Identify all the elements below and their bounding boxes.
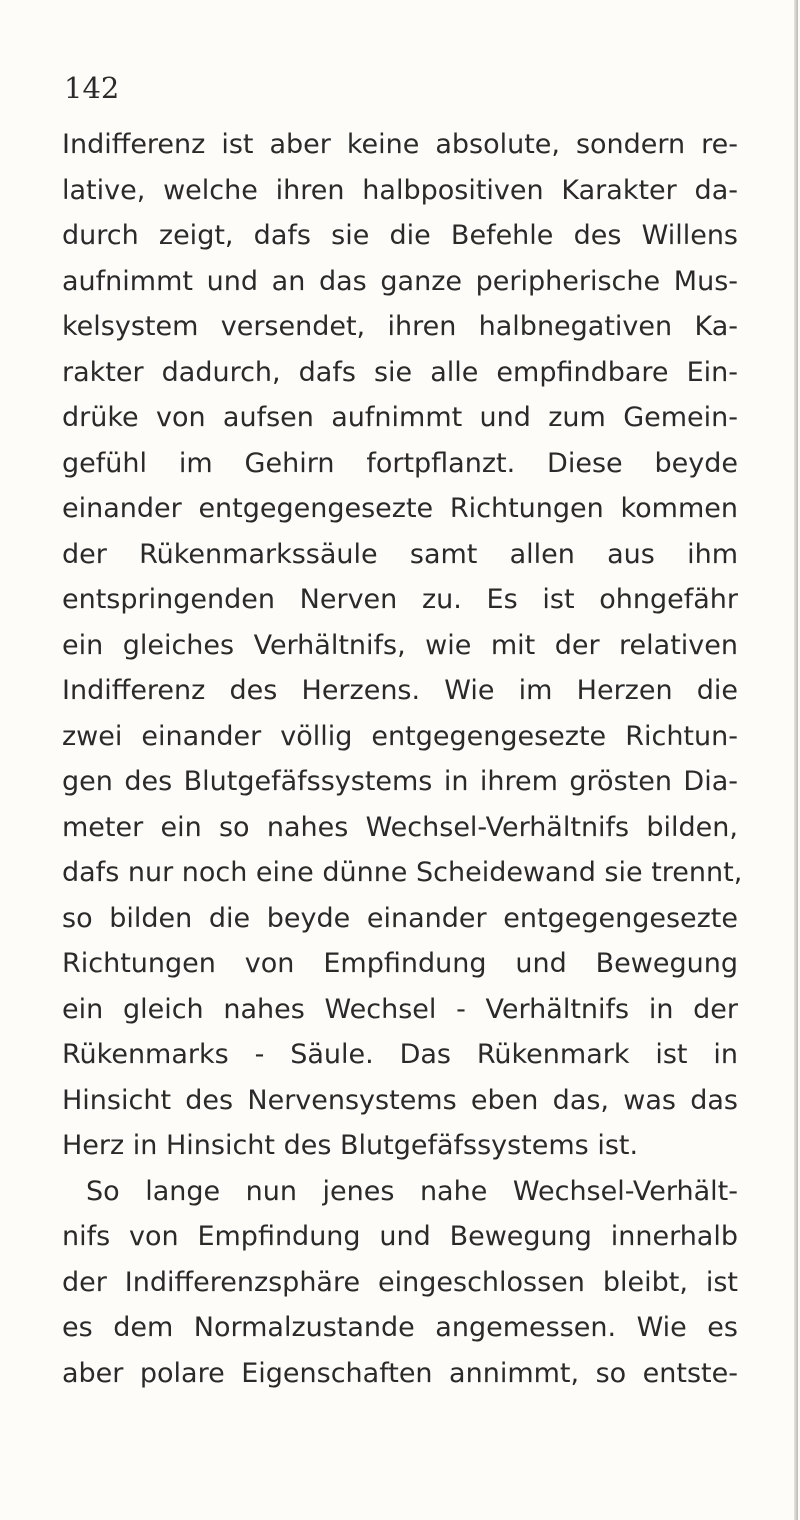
text-line: dafs nur noch eine dünne Scheidewand sie trennt,	[62, 857, 743, 888]
text-line: meter ein so nahes Wechsel-Verhältnifs bilden,	[62, 811, 738, 843]
text-line: Hinsicht des Nervensystems eben das, was das	[62, 1084, 738, 1116]
text-line: Indifferenz ist aber keine absolute, sondern re-	[62, 129, 738, 160]
page-number: 142	[64, 71, 120, 105]
text-line: es dem Normalzustande angemessen. Wie es	[62, 1312, 738, 1343]
text-line: Indifferenz des Herzens. Wie im Herzen die	[62, 675, 738, 706]
text-line: rakter dadurch, dafs sie alle empfindbare Ein-	[62, 356, 738, 388]
text-line: Richtungen von Empfindung und Bewegung	[62, 948, 738, 979]
text-line: Herz in Hinsicht des Blutgefäfssystems ist.	[62, 1130, 639, 1161]
text-line: lative, welche ihren halbpositiven Karakter da-	[62, 174, 738, 206]
page-edge	[794, 0, 798, 1520]
body-text	[62, 122, 743, 1396]
text-line: drüke von aufsen aufnimmt und zum Gemein-	[62, 402, 738, 433]
text-line: so bilden die beyde einander entgegengesezte	[62, 902, 738, 934]
text-line: So lange nun jenes nahe Wechsel-Verhält-	[86, 1175, 738, 1207]
text-line: ein gleiches Verhältnifs, wie mit der relativen	[62, 629, 738, 661]
text-line: aber polare Eigenschaften annimmt, so entste-	[62, 1357, 738, 1389]
text-line: einander entgegengesezte Richtungen kommen	[62, 493, 738, 524]
text-line: ein gleich nahes Wechsel - Verhältnifs in der	[62, 993, 738, 1025]
text-line: der Indifferenzsphäre eingeschlossen bleibt, ist	[62, 1266, 738, 1298]
text-line: nifs von Empfindung und Bewegung innerhalb	[62, 1221, 738, 1252]
text-line: durch zeigt, dafs sie die Befehle des Willens	[62, 220, 738, 251]
text-line: der Rükenmarkssäule samt allen aus ihm	[62, 538, 738, 570]
text-line: aufnimmt und an das ganze peripherische Mus-	[62, 265, 738, 297]
text-line: zwei einander völlig entgegengesezte Richtun-	[62, 720, 738, 752]
text-line: gefühl im Gehirn fortpflanzt. Diese beyde	[62, 447, 738, 479]
text-line: Rükenmarks - Säule. Das Rükenmark ist in	[62, 1039, 738, 1070]
text-line: gen des Blutgefäfssystems in ihrem grösten Dia-	[62, 766, 738, 797]
text-line: entspringenden Nerven zu. Es ist ohngefähr	[62, 584, 738, 615]
text-line: kelsystem versendet, ihren halbnegativen Ka-	[62, 311, 738, 342]
